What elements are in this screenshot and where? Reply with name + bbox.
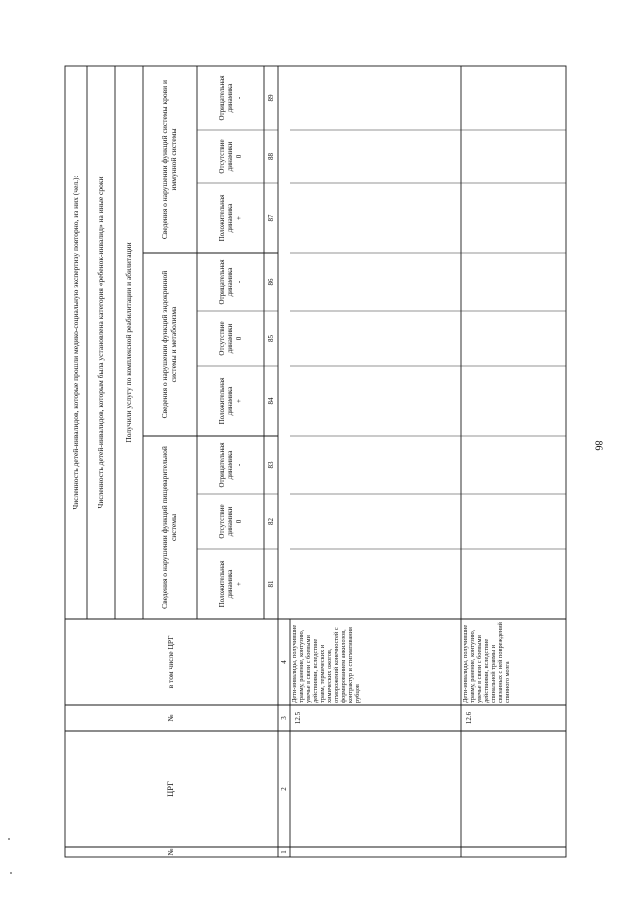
header-col-83 <box>197 436 264 494</box>
header-col-89 <box>197 66 264 130</box>
header-num: № <box>165 848 175 856</box>
header-group-endocrine: Сведения о нарушении функций эндокринной системы и метаболизма <box>160 270 178 419</box>
header-col-86 <box>197 253 264 311</box>
scan-speck <box>10 872 12 874</box>
col-number-82: 82 <box>266 518 275 525</box>
row-text-12-5: Дети-инвалиды, получившие травму, ранение, контузию, увечье в связи с боевыми действиями, вследствие травм, термических и химических ожогов, отморожений конечностей с формированием анкилозов, контрактур и стигмативания рубцов <box>291 624 362 703</box>
scan-speck <box>8 838 10 840</box>
header-sub-crg: в том числе ЦРГ <box>165 635 175 689</box>
header-group-top: Численность детей-инвалидов, которые прошли медико-социальную экспертизу повторно, из них (чел.): <box>70 175 80 510</box>
col-sign: 0 <box>234 154 243 159</box>
col-number-81: 81 <box>266 580 275 588</box>
col-sign: - <box>234 463 243 467</box>
table-frame <box>65 66 566 857</box>
row-text-12-6: Дети-инвалиды, получившие травму, ранение, контузию, увечье в связи с боевыми действиями, вследствие спинальной травмы и связанных с ней повреждений спинного мозга <box>462 622 512 703</box>
header-col-82 <box>197 494 264 549</box>
index-number-4: 4 <box>279 660 288 664</box>
col-sign: + <box>234 582 243 586</box>
header-group-second: Численность детей-инвалидов, которым была установлена категория «ребенок-инвалид» на иные сроки <box>95 176 105 509</box>
col-number-86: 86 <box>266 278 275 286</box>
header-col-84 <box>197 366 264 436</box>
col-number-84: 84 <box>266 397 275 405</box>
header-num2: № <box>165 714 175 722</box>
header-group-digestive: Сведения о нарушении функций пищеварительной системы <box>160 446 178 609</box>
page-number: 86 <box>592 440 604 451</box>
col-sign: + <box>234 399 243 403</box>
col-label: Отсутствие динамики <box>218 321 235 356</box>
header-col-87 <box>197 183 264 253</box>
col-sign: 0 <box>234 519 243 524</box>
col-sign: - <box>234 280 243 284</box>
row-number-12-6: 12.6 <box>464 711 473 725</box>
index-number-3: 3 <box>279 716 288 720</box>
col-number-83: 83 <box>266 461 275 469</box>
col-label: Положительная динамика <box>218 560 235 608</box>
col-sign: - <box>234 96 243 100</box>
header-col-81 <box>197 549 264 619</box>
header-group-blood: Сведения о нарушении функций системы крови и иммунной системы <box>160 79 178 240</box>
col-sign: + <box>234 216 243 220</box>
col-label: Отрицательная динамика <box>218 259 235 305</box>
col-number-87: 87 <box>266 214 275 222</box>
header-group-third: Получили услугу по комплексной реабилитации и абилитации <box>123 242 133 443</box>
col-label: Отсутствие динамики <box>218 139 235 174</box>
col-label: Отсутствие динамики <box>218 504 235 539</box>
header-crg: ЦРГ <box>165 781 176 797</box>
col-number-88: 88 <box>266 153 275 160</box>
col-sign: 0 <box>234 336 243 341</box>
col-number-85: 85 <box>266 335 275 342</box>
col-number-89: 89 <box>266 94 275 102</box>
col-label: Отрицательная динамика <box>218 442 235 488</box>
index-number-2: 2 <box>279 787 288 791</box>
col-label: Положительная динамика <box>218 377 235 425</box>
header-col-85 <box>197 311 264 366</box>
row-number-12-5: 12.5 <box>293 711 302 725</box>
col-label: Отрицательная динамика <box>218 75 235 121</box>
header-col-88 <box>197 130 264 183</box>
index-number-1: 1 <box>279 850 288 854</box>
col-label: Положительная динамика <box>218 194 235 242</box>
